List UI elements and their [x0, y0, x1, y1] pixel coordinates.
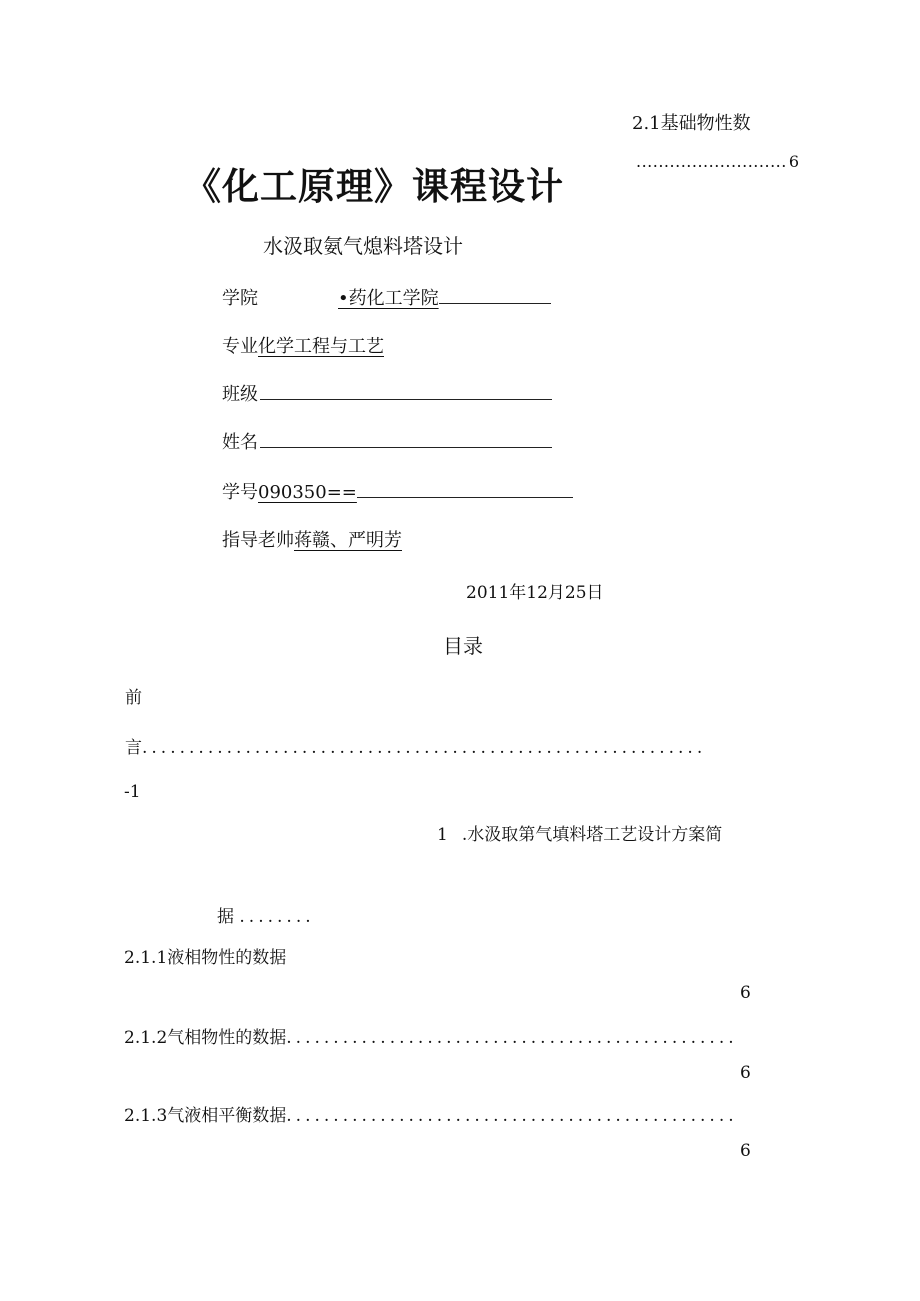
toc-entry-label: 2.1.2气相物性的数据: [124, 1028, 287, 1048]
toc-leader-dots: ...........................: [636, 152, 787, 171]
toc-section-2-1-2: [124, 1023, 738, 1048]
toc-page-number: 6: [788, 152, 800, 171]
class-underline: [260, 381, 552, 400]
class-label: 班级: [222, 384, 258, 405]
toc-heading: 目录: [443, 634, 483, 658]
college-underline: [439, 285, 551, 304]
toc-leader-dots: ............................................................: [142, 738, 707, 758]
toc-leader-dots: ........: [239, 907, 315, 927]
student-id-label: 学号: [222, 482, 258, 503]
major-field: [222, 332, 384, 358]
toc-entry-label: 据: [217, 907, 234, 927]
student-id-field: [222, 478, 573, 504]
toc-entry-label: 2.1.3气液相平衡数据: [124, 1106, 287, 1126]
toc-section-2-1-1: 2.1.1液相物性的数据: [124, 948, 287, 968]
advisor-label: 指导老帅: [222, 530, 294, 551]
toc-item-number: 1: [437, 825, 448, 845]
college-label: 学院: [222, 288, 258, 309]
name-field: [222, 428, 552, 454]
advisor-value: 蒋赣、严明芳: [294, 530, 402, 551]
toc-item-1-tail: [217, 902, 315, 927]
college-value: •药化工学院: [338, 288, 439, 309]
advisor-field: [222, 526, 402, 552]
toc-entry-basic-properties: [632, 109, 751, 135]
toc-leader-dots: ................................................: [286, 1028, 738, 1048]
toc-entry-label: 言: [125, 738, 142, 758]
name-underline: [260, 429, 552, 448]
college-field: [222, 284, 551, 310]
document-subtitle: 水汲取氨气熄料塔设计: [263, 234, 463, 258]
toc-section-2-1-3: [124, 1101, 738, 1126]
toc-entry-label: .水汲取第气填料塔工艺设计方案简: [461, 825, 723, 845]
toc-leader-dots: ................................................: [286, 1106, 738, 1126]
toc-entry-label: 2.1基础物性数: [632, 113, 751, 134]
name-label: 姓名: [222, 432, 258, 453]
student-id-underline: [357, 479, 573, 498]
toc-preface-page: -1: [124, 782, 141, 802]
toc-section-2-1-3-page: 6: [740, 1141, 751, 1161]
toc-preface-line2: [125, 733, 706, 758]
toc-item-1: [437, 820, 722, 845]
major-label: 专业: [222, 336, 258, 357]
class-field: [222, 380, 552, 406]
document-title: 《化工原理》课程设计: [184, 165, 564, 208]
toc-section-2-1-1-page: 6: [740, 983, 751, 1003]
toc-entry-basic-properties-leader: [636, 152, 800, 171]
student-id-value: 090350==: [258, 482, 357, 503]
major-value: 化学工程与工艺: [258, 336, 384, 357]
toc-preface-line1: 前: [125, 688, 142, 708]
document-date: 2011年12月25日: [466, 583, 604, 603]
toc-section-2-1-2-page: 6: [740, 1063, 751, 1083]
